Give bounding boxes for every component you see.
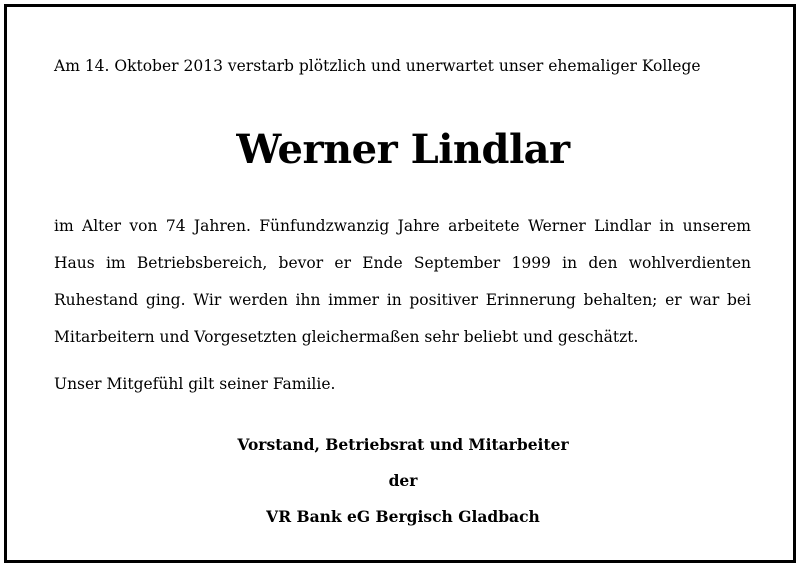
signature-line-2: der bbox=[388, 471, 418, 490]
intro-text: Am 14. Oktober 2013 verstarb plötzlich und unerwartet unser ehemaliger Kollege bbox=[54, 57, 701, 75]
signature-line-1: Vorstand, Betriebsrat und Mitarbeiter bbox=[237, 435, 569, 454]
body-paragraph: im Alter von 74 Jahren. Fünfundzwanzig Jahre arbeitete Werner Lindlar in unserem Haus im Betriebsbereich, bevor er Ende September 1999 in den wohlverdienten Ruhestand ging. Wir werden ihn immer in positiver Erinnerung behalten; er war bei Mitarbeitern und Vorgesetzten gleichermaßen sehr beliebt und geschätzt. bbox=[54, 217, 751, 346]
closing-text: Unser Mitgefühl gilt seiner Familie. bbox=[54, 375, 336, 393]
signature-block bbox=[7, 434, 799, 542]
notice-frame bbox=[4, 4, 796, 563]
signature-line-3: VR Bank eG Bergisch Gladbach bbox=[266, 507, 540, 526]
deceased-name: Werner Lindlar bbox=[236, 126, 570, 173]
